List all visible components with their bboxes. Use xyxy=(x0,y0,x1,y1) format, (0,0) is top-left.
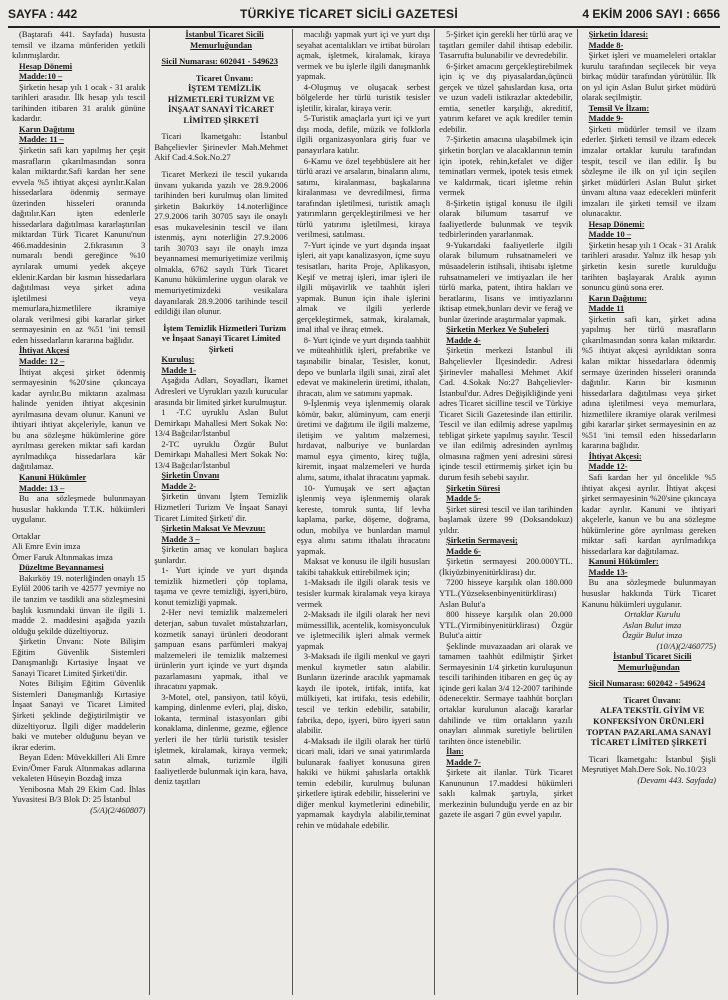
column-4 xyxy=(435,29,577,995)
section-heading: Madde 11 xyxy=(588,303,625,314)
paragraph: 8-Şirketin iştigal konusu ile ilgili olarak bilumum tasarruf ve faaliyetlerde bulunmak ve teşvik tedbirlerinden yararlanmak. xyxy=(439,197,573,240)
paragraph: 5-Şirket için gerekli her türlü araç ve taşıtları gemiler dahil ihtisap edebilir. Tasarrufta bulunabilir ve devredebilir. xyxy=(439,29,573,61)
company-heading: ALFA TEKSTİL GİYİM VE KONFEKSİYON ÜRÜNLERİ TOPTAN PAZARLAMA SANAYİ TİCARET LİMİTED ŞİRKETİ xyxy=(586,705,712,748)
section-heading: Hesap Dönemi xyxy=(19,60,73,71)
column-5 xyxy=(578,29,720,995)
reference-number: (10/A)(2/460775) xyxy=(656,640,716,651)
paragraph: 6-Kamu ve özel teşebbüslere ait her türlü arazi ve arsaların, binaların alımı, satımı, kiralanması, başkalarına kiralanması ve devredilmesi, firma tarafından işletilmesi, turistik amaçlı yatırımların gerçekleştirilmesi ve her türlü yatırımı işletilmesi, kiraya verilmesi, satılması. xyxy=(296,155,431,240)
section-heading: Madde 10 – xyxy=(588,229,632,240)
paragraph: macılığı yapmak yurt içi ve yurt dışı seyahat acentalıkları ve irtibat büroları açmak, işletmek, kiralamak, kiraya vermek ve bu işlerle ilgili danışmanlık yapmak. xyxy=(296,29,431,82)
signature-line: Ömer Faruk Altınmakas imza xyxy=(12,551,113,562)
paragraph: Ticari İkametgahı: İstanbul Bahçelievler Şirinevler Mah.Mehmet Akif Cad.4.Sok.No.27 xyxy=(154,131,288,163)
registry-heading: İstanbul Ticaret Sicili Memurluğundan xyxy=(185,29,264,50)
section-heading: Madde 7- xyxy=(446,756,481,767)
paragraph: 10- Yumuşak ve sert ağaçtan işlenmiş veya işlenmemiş olarak kereste, tomruk sunta, lif levha kaplama, parke, döşeme, doğrama, odun, mobilya ve bunlardan mamul eşya alımı satımı ithalatı ihracatını yapmak. xyxy=(296,482,431,556)
registry-heading: İstanbul Ticaret Sicili Memurluğundan xyxy=(613,651,692,672)
section-heading: Madde 5- xyxy=(446,493,481,504)
paragraph: 7-Şirketin amacına ulaşabilmek için şirketin borçları ve alacaklarının temin için ipotek, rehin,kefalet ve diğer teminatları vermek, ipotek tesis etmek ve kaldırmak, ticari işletme rehin vermek xyxy=(439,134,573,198)
section-heading: Kanuni Hükümler xyxy=(19,471,87,482)
section-heading: İhtiyat Akçesi xyxy=(19,345,70,356)
section-heading: Madde 3 – xyxy=(161,533,200,544)
paragraph: 6-Şirket amacını gerçekleştirebilmek için iç ve dış piyasalardan,üçüncü gerçek ve tüzel şahıslardan kısa, orta ve uzun vadeli istikrazlar aktedebilir, emtia, senetler karşılığı, akreditif, yatırım kefaret ve açık krediler temin edebilir. xyxy=(439,60,573,134)
paragraph: (Baştarafı 441. Sayfada) hususta temsil ve ilzama münferiden yetkili kılınmışlardır. xyxy=(12,29,146,61)
paragraph: 2-TC uyruklu Özgür Bulut Demirkapı Mahallesi Mert Sokak No: 13/4 Bağcılar/İstanbul xyxy=(154,438,288,470)
issue-date-number: 4 EKİM 2006 SAYI : 6656 xyxy=(582,7,720,21)
paragraph: 7-Yurt içinde ve yurt dışında inşaat işleri, ait yapı kanalizasyon, içme suyu tesisatları, harita Proje, Aplikasyon, Keşif ve metraj işleri, imar işleri ile ilgili müşavirlik ve taahhüt işleri yapmak. Bunun için ihale işlerini almak ve ilgili yerlerde gerçekleştirmek, satmak, kiralamak, imal ithal ve ihraç etmek. xyxy=(296,239,431,335)
section-heading: İlan: xyxy=(446,746,464,757)
page-number: SAYFA : 442 xyxy=(8,7,78,21)
paragraph: Beyan Eden: Müvekkilleri Ali Emre Evin/Ömer Faruk Altınmakas adlarına vekaleten Hüseyin Bozdağ imza xyxy=(12,752,146,784)
section-heading: İhtiyat Akçesi: xyxy=(588,450,642,461)
section-heading: Şirketin Merkez Ve Şubeleri xyxy=(446,324,549,335)
paragraph: Ticaret Merkezi ile tescil yukarıda ünvanı yukarıda yazılı ve 28.9.2006 tarihinden beri kurulmuş olan limited şirketin Bakırköy 14.noterliğince 27.9.2006 tarih 30705 sayı ile onaylı esas mukavelesinin tescil ve ilanı istenmiş, aynı noterliğin 27.9.2006 tarih 30703 sayı ile onaylı imza beyannamesi memuriyetimize verilmiş olmakla, 6762 sayılı Türk Ticaret Kanunu hükümlerine uygun olarak ve memuriyetimizdeki vesikalara dayanılarak 28.9.2006 tarihinde tescil edildiği ilan olunur. xyxy=(154,169,288,317)
text-columns xyxy=(8,29,720,995)
section-heading: Madde 6- xyxy=(446,545,481,556)
section-heading: Temsil Ve İlzam: xyxy=(588,102,650,113)
paragraph: Bakırköy 19. noterliğinden onaylı 15 Eylül 2006 tarih ve 42577 yevmiye no ile tanzim ve tasdikli ana sözleşmesini başlık kısmındaki ünvan ile ilgili 1. madde 2. maddesini aşağıda yazılı olduğu şekilde düzeltiyoruz. xyxy=(12,572,146,636)
section-heading: Şirketin Sermayesi; xyxy=(446,535,518,546)
paragraph: Yenibosna Mah 29 Ekim Cad. İhlas Yuvasitesi B/3 Blok D: 25 İstanbul xyxy=(12,783,146,805)
company-heading: İŞTEM TEMİZLİK HİZMETLERİ TURİZM VE İNŞAAT SANAYİ TİCARET LİMİTED ŞİRKETİ xyxy=(167,83,275,125)
company-heading: Ticaret Ünvanı: xyxy=(195,72,254,83)
paragraph: 9-Yukarıdaki faaliyetlerle ilgili olarak bilumum ruhsatnameleri ve müsaadelerin istihsali, ihtisabı işletme ruhsatnameleri ve imtiyazları ile her türlü marka, patent, ihtira hakları ve beratlarını, lisans ve imtiyazlarını iktisap etmek,bunları devir ve ferağ ve bunlar üzerinde araştırmalar yapmak. xyxy=(439,239,573,324)
section-heading: Madde: 12 – xyxy=(19,355,65,366)
company-heading: Ticaret Ünvanı: xyxy=(623,694,682,705)
section-heading: Düzeltme Beyannamesi xyxy=(19,562,104,573)
section-heading: Madde:10 – xyxy=(19,71,63,82)
paragraph: Şirkete ait ilanlar. Türk Ticaret Kanununun 17.maddesi hükümleri saklı kalmak şartıyla, şirket merkezinin bulunduğu yerde en az bir gazete ile asgari 7 gün evvel yapılır. xyxy=(439,767,573,820)
paragraph: Bu ana sözleşmede bulunmayan hususlar hakkında Türk Ticaret Kanunu hükümleri uygulanır. xyxy=(581,577,716,609)
section-heading: Kuruluş: xyxy=(161,354,195,365)
section-heading: Sicil Numarası: 602042 - 549624 xyxy=(588,678,706,689)
paragraph: İhtiyat akçesi şirket ödenmiş sermayesinin %20'sine çıkıncaya kadar ayrılır.Bu miktarın azalması halinde yeniden ihtiyat akçesinin ayrılmasına devam olunur. Kanuni ve ihtiyari ihtiyat akçeleriyle, kanun ve bu ana sözleşme hükümlerine göre ayrılması gereken miktar safi kardan ayrılmadıkça hissedarlara kâr dağıtılamaz. xyxy=(12,366,146,472)
paragraph: Şirketi müdürler temsil ve ilzam ederler. Şirketi temsil ve ilzam edecek imzalar ortaklar kurulu tarafından tespit, tescil ve ilan edilir. İş bu sözleşme ile ilk on yıl için seçilen şirket müdürleri Aslan Bulut şirket ünvanı altına vaaz edecekleri münferit imzaları ile şirketi temsil ve ilzam olunacaktır. xyxy=(581,123,716,219)
paragraph: Şirketin ünvanı İştem Temizlik Hizmetleri Turizm Ve İnşaat Sanayi Ticaret Limited Şirketi' dir. xyxy=(154,491,288,523)
section-heading: Şirketin Maksat Ve Mevzuu: xyxy=(161,523,266,534)
section-heading: Karın Dağıtımı: xyxy=(588,292,647,303)
paragraph: 1- Yurt içinde ve yurt dışında temizlik hizmetleri çöp toplama, taşıma ve çevre temizliği, işyeri,büro, konut temizliği yapmak. xyxy=(154,565,288,607)
section-heading: Madde 13- xyxy=(588,566,628,577)
paragraph: 4-Oluşmuş ve oluşacak serbest bölgelerde her türlü turistik tesisler işletilir, kiralar, kiraya verir. xyxy=(296,81,431,113)
section-heading: Şirketin Ünvanı xyxy=(161,470,220,481)
gazette-title: TÜRKİYE TİCARET SİCİLİ GAZETESİ xyxy=(240,7,458,21)
paragraph: Maksat ve konusu ile ilgili hususları takibi tahakkuk ettirebilmek için; xyxy=(296,556,431,577)
paragraph: Şeklinde muvazaadan ari olarak ve tamamen taahhüt edilmiştir Şirket Sermayesinin 1/4 şirketin kuruluşunun tescili tarihinden itibaren en geç üç ay içinde geri kalan 3/4 12-2007 tarihinde ödenecektir. Sermaye taahhüt borçları ortaklar kurulunun alacağı kararlar dahilinde ve tüm ortakların yazılı onayları alınmak suretiyle belirtilen tarihten önce istenebilir. xyxy=(439,640,573,746)
reference-number: (5/A)(2/460807) xyxy=(90,804,146,815)
paragraph: Şirketin hesap yılı 1 Ocak - 31 Aralık tarihleri arasıdır. Yalnız ilk hesap yılı şirketin kesin suretle kurulduğu tarihten başlayarak Aralık ayının sonuncu günü sona erer. xyxy=(581,239,716,293)
paragraph: 3-Motel, otel, pansiyon, tatil köyü, kamping, dinlenme evleri, plaj, disko, lokanta, terminal istasyonları gibi konaklama, dinlenme, gezme, eğlence yerleri ile her türlü turistik tesisler işletmek, kiralamak, kiraya vermek; satın almak, turizmle ilgili faaliyetlerde bulunmak için kara, hava, deniz taşıtları xyxy=(154,691,288,787)
section-heading: Madde 4- xyxy=(446,334,481,345)
reference-number: (Devamı 443. Sayfada) xyxy=(637,774,716,785)
paragraph: Bu ana sözleşmede bulunmayan hususlar hakkında T.T.K. hükümleri uygulanır. xyxy=(12,493,146,525)
paragraph: Ticari İkametgahı: İstanbul Şişli Meşrutiyet Mah.Dere Sok. No.10/23 xyxy=(581,753,716,775)
paragraph: Şirketin safi karı yapılmış her çeşit masrafların çıkarılmasından sonra kalan miktardır.Safi kardan her sene evvela %5 ihtiyat akçesi ayrılır.Kalan hissedarlara ödenmiş sermaye üzerinden hisseleri oranında dağıtılır.Karı işten edenlerle hissedarlara dağıtılması kararlaştırılan miktardan Türk Ticaret Kanunu'nun 466.maddesinin 2.fıkrasının 3 numaralı bendi gereğince %10 ayrılarak umumi yedek akçeye eklenir.Kardan bir kısmın hissedarlara dağıtılması veya şirket adına işletilmesi veya memurlara,hizmetlilere ikramiye olarak verilmesi gibi kararlar şirket sermayesinin en az %51 'ini temsil eden hissedarların kararına bağlıdır. xyxy=(12,145,146,345)
paragraph: 2-Maksadı ile ilgili olarak her nevi mümessillik, acentelik, komisyonculuk ve işletmecilik işleri almak vermek yapmak xyxy=(296,609,431,651)
section-heading: Şirketin İdaresi: xyxy=(588,29,649,39)
paragraph: Şirketin safi karı, şirket adına yapılmış her türlü masrafların çıkarılmasından sonra kalan miktardır. %5 ihtiyat akçesi ayrıldıktan sonra kalan miktar hissedarlara ödenmiş sermaye üzerinden hisseleri oranında dağıtılır. Karın bir kısmının hissedarlara dağıtılması veya şirket adına işletilmesi veya memurlara, hizmetlilere ikramiye olarak verilmesi gibi kararlar şirket sermayesinin en az %51 'ini temsil eden hissedarların kararına bağlıdır. xyxy=(581,313,716,451)
signature-line: Aslan Bulut imza xyxy=(623,619,682,630)
paragraph: Safi kardan her yıl öncelikle %5 ihtiyat akçesi ayrılır. İhtiyat akçesi şirket sermayesinin %20'sine çıkıncaya kadar ayrılır. Kanuni ve ihtiyari akçelerle, kanun ve bu ana sözleşme hükümlerine göre ayrılması gereken miktar safi kardan ayrılmadıkça hissedarlara kar dağıtılamaz. xyxy=(581,471,716,556)
paragraph: Şirketin merkezi İstanbul ili Bahçelievler İlçesindedir. Adresi Şirinevler mahallesi Mehmet Akif Cad. 4.Sokak No:27 Bahçelievler-İstanbul'dur. Adres Değişikliğinde yeni adres Ticaret sicilline tescil ve Türkiye Ticaret Sicili Gazetesinde ilan ettirilir. Tescil ve ilan edilmiş adrese yapılmış tebligat şirkete yapılmış sayılır. Tescil ve ilan edilmiş adresinden ayrılmış olmasına rağmen yeni adresini süresi içinde tescil ettirmemiş şirket için bu durum fesih sebebi sayılır. xyxy=(439,345,573,482)
paragraph: Notes Bilişim Eğitim Güvenlik Sistemleri Danışmanlığı Kırtasiye İnşaat Sanayi ve Ticaret Limited Şirketi şeklinde değiştirilmiştir ve düzeltiyoruz. İlgili diğer maddelerin baki ve muteber olduğunu beyan ve ikrar ederim. xyxy=(12,678,146,752)
paragraph: 1-Maksadı ile ilgili olarak tesis ve tesisler kurmak kiralamak veya kiraya vermek xyxy=(296,577,431,609)
column-1 xyxy=(8,29,150,995)
paragraph: Şirketin sermayesi 200.000YTL.(İkiyüzbinyenitürklirası) dır. xyxy=(439,556,573,577)
section-heading: Madde: 11 – xyxy=(19,134,64,145)
paragraph: 4-Maksadı ile ilgili olarak her türlü ticari mali, idari ve sınai yatırımlarda bulunarak faaliyet konusuna giren hakiki ve hükmi şahıslarla ortaklık temin edebilir, kurulmuş bulunan şirketlere iştirak edebilir, hisselerini ve diğer menkul kıymetlerini edinebilir, yapmamak kaydıyla alabilir,teminat rehin ve müdahale edebilir. xyxy=(296,735,431,831)
paragraph: Şirketin hesap yılı 1 ocak - 31 aralık tarihleri arasıdır. İlk hesap yılı tescil tarihinden itibaren 31 aralık gününe kadardır. xyxy=(12,81,146,124)
paragraph: 8- Yurt içinde ve yurt dışında taahhüt ve müteahhitlik işleri, prefabrike ve taşınabilir binalar, Tesisler, konut, depo ve bunlarla ilgili sınai, ziraî alet edevat ve makinelerin üretimi, ithalatı, ihracatı, alım ve satımını yapmak. xyxy=(296,334,431,398)
section-heading: Madde 2- xyxy=(161,480,197,491)
section-heading: Madde: 13 – xyxy=(19,482,65,493)
section-heading: Madde 9- xyxy=(588,113,624,124)
paragraph: 800 hisseye karşılık olan 20.000 YTL.(Yirmibinyenitürklirası) Özgür Bulut'a aittir xyxy=(439,609,573,641)
paragraph: Şirketin Ünvanı: Note Bilişim Eğitim Güvenlik Sistemleri Danışmanlığı Kırtasiye İnşaat ve Sanayi Ticaret Limited Şirketi'dir. xyxy=(12,636,146,678)
paragraph: 1 -T.C uyruklu Aslan Bulut Demirkapı Mahallesi Mert Sokak No: 13/4 Bağcılar/İstanbul xyxy=(154,407,288,439)
column-2 xyxy=(150,29,292,995)
paragraph: 5-Turistik amaçlarla yurt içi ve yurt dışı moda, defile, müzik ve folklorla ilgili organizasyonlara giriş fuar ve panayırlara katılır. xyxy=(296,113,431,156)
signature-line: Ortaklar xyxy=(12,530,41,541)
paragraph: Şirket süresi tescil ve ilan tarihinden başlamak üzere 99 (Doksandokuz) yıldır. xyxy=(439,503,573,535)
signature-line: Özgür Bulut imza xyxy=(622,630,683,641)
company-heading: İştem Temizlik Hizmetleri Turizm ve İnşaat Sanayi Ticaret Limited Şirketi xyxy=(161,322,287,354)
signature-line: Ortaklar Kurulu xyxy=(624,609,681,620)
paragraph: 3-Maksadı ile ilgili menkul ve gayri menkul kıymetler satın alabilir. Bunların üzerinde aracılık yapmamak kaydı ile ipotek, irtifak, intifa, kat mülkiyeti, kat irtifakı, tesis edebilir, tescil ve terkin edebilir, satabilir, fabrika, depo, işyeri, büro işyeri satın alabilir. xyxy=(296,651,431,736)
paragraph: Şirketin amaç ve konuları başlıca şunlardır. xyxy=(154,544,288,565)
section-heading: Madde 8- xyxy=(588,39,624,50)
column-3 xyxy=(293,29,435,995)
paragraph: Şirket işleri ve muameleleri ortaklar kurulu tarafından seçilecek bir veya birkaç müdür tarafından yürütülür. İlk on yıl için Aslan Bulut şirket müdürü olarak seçilmiştir. xyxy=(581,50,716,103)
section-heading: Kanuni Hükümler: xyxy=(588,556,659,567)
page-header xyxy=(8,2,720,28)
section-heading: Şirketin Süresi xyxy=(446,482,501,493)
section-heading: Karın Dağıtımı xyxy=(19,123,75,134)
paragraph: 9-İşlenmiş veya işlenmemiş olarak kömür, bakır, alüminyum, cam enerji üretimi ve dağıtımı ile ilgili malzeme, iletişim ve yalıtım malzemesi, hırdavat, nalburiye ve bunlardan mamul eşya çimento, kireç tuğla, kiremit, inşaat malzemeleri ve hurda alımı, satımı, ithalat ihracatını yapmak. xyxy=(296,398,431,482)
section-heading: Hesap Dönemi: xyxy=(588,218,645,229)
section-heading: Sicil Numarası: 602041 - 549623 xyxy=(161,56,279,67)
paragraph: Aşağıda Adları, Soyadları, İkamet Adresleri ve Uyrukları yazılı kurucular arasında bir limited şirket kurulmuştur. xyxy=(154,375,288,407)
section-heading: Madde 12- xyxy=(588,461,628,472)
section-heading: Madde 1- xyxy=(161,364,197,375)
signature-line: Ali Emre Evin imza xyxy=(12,541,81,552)
paragraph: 2-Her nevi temizlik malzemeleri deterjan, sabun tuvalet müstahzarları, kozmetik sanayi ürünleri deodorant şampuan esans parfümleri makyaj malzemeleri ile temizlik malzemesi ürünlerin yurt içinde ve yurt dışında pazarlamasını yapmak, ithal ve ihracatını yapmak. xyxy=(154,607,288,692)
paragraph: 7200 hisseye karşılık olan 180.000 YTL.(Yüzseksenbinyenitürklirası) Aslan Bulut'a xyxy=(439,577,573,609)
